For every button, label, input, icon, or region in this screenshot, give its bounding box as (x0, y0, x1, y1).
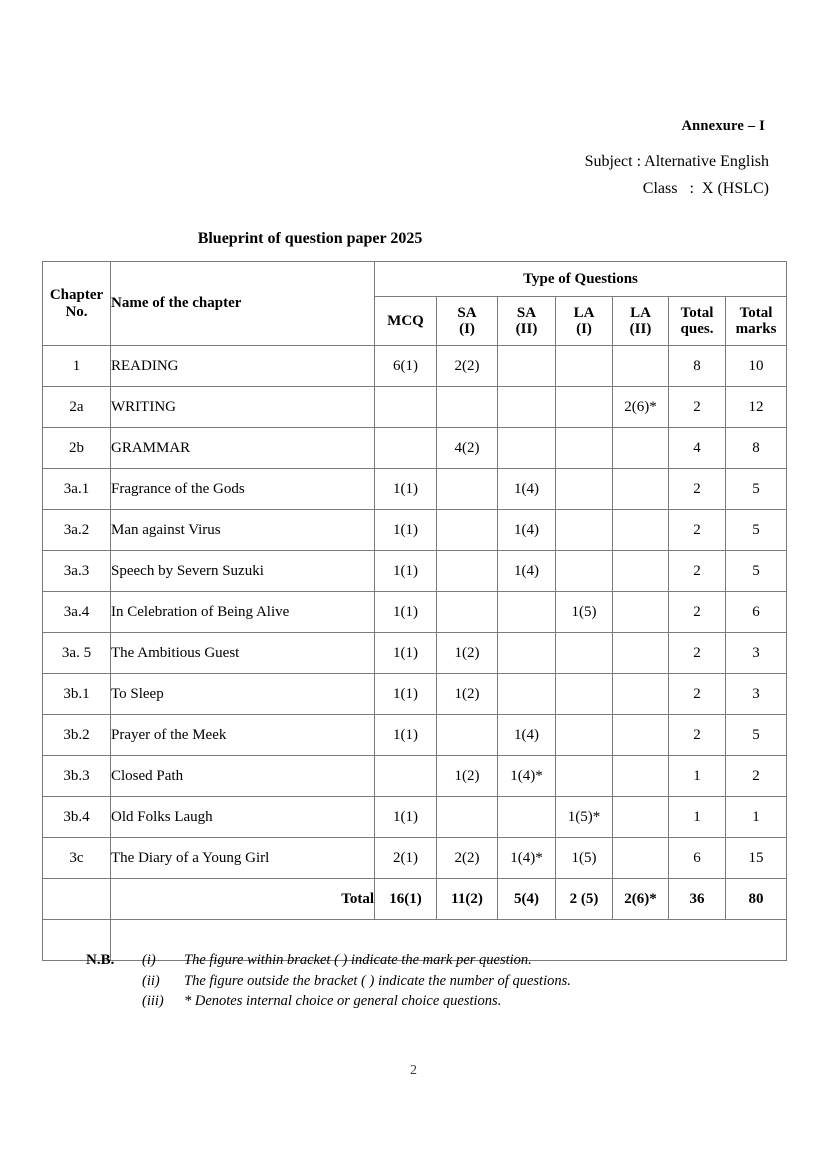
cell-chapter-no: 3b.3 (43, 756, 111, 797)
document-header (585, 118, 769, 207)
cell-chapter-no: 3b.1 (43, 674, 111, 715)
cell-chapter-no: 2a (43, 387, 111, 428)
cell-sa-1 (437, 387, 498, 428)
cell-total-ques: 1 (669, 797, 726, 838)
cell-total-marks: 3 (726, 633, 787, 674)
cell-sa-2 (498, 346, 556, 387)
cell-total-ques: 8 (669, 346, 726, 387)
table-row (43, 715, 787, 756)
cell-sa-2: 1(4) (498, 551, 556, 592)
page-number: 2 (410, 1063, 417, 1078)
note-number: (iii) (142, 992, 164, 1009)
sa2-line2: (II) (515, 321, 538, 337)
cell-mcq: 1(1) (375, 715, 437, 756)
cell-mcq: 1(1) (375, 551, 437, 592)
cell-la-1: 1(5) (556, 592, 613, 633)
cell-chapter-no: 1 (43, 346, 111, 387)
cell-chapter-name: To Sleep (111, 674, 375, 715)
note-number: (ii) (142, 972, 160, 989)
mcq-line1: MCQ (387, 312, 424, 329)
table-head (43, 262, 787, 346)
cell-total-ques: 2 (669, 674, 726, 715)
cell-sa-1: 2(2) (437, 346, 498, 387)
cell-la-2 (613, 715, 669, 756)
cell-la-2: 2(6)* (613, 387, 669, 428)
cell-sa-1 (437, 469, 498, 510)
sa1-line1: SA (457, 304, 477, 321)
cell-total-ques: 2 (669, 633, 726, 674)
cell-la-1 (556, 387, 613, 428)
cell-sa-2 (498, 387, 556, 428)
cell-chapter-no: 3c (43, 838, 111, 879)
cell-sa-1: 2(2) (437, 838, 498, 879)
cell-total-marks: 1 (726, 797, 787, 838)
table-row (43, 674, 787, 715)
cell-mcq (375, 756, 437, 797)
cell-mcq: 1(1) (375, 674, 437, 715)
cell-sa-1: 1(2) (437, 674, 498, 715)
class-line: Class : X (HSLC) (642, 180, 769, 197)
cell-mcq: 1(1) (375, 510, 437, 551)
chapter-no-line1: Chapter (49, 287, 104, 304)
table-row (43, 551, 787, 592)
subject-line: Subject : Alternative English (584, 153, 769, 170)
cell-total-marks: 5 (726, 715, 787, 756)
cell-la-1 (556, 428, 613, 469)
cell-sa-1 (437, 797, 498, 838)
page-title: Blueprint of question paper 2025 (197, 230, 423, 247)
sa2-line1: SA (516, 304, 537, 321)
note-item (86, 971, 746, 991)
cell-mcq: 1(1) (375, 797, 437, 838)
cell-la-1 (556, 674, 613, 715)
table-row (43, 469, 787, 510)
cell-sa-1 (437, 510, 498, 551)
cell-chapter-no: 3a.4 (43, 592, 111, 633)
table-row (43, 346, 787, 387)
cell-la-2 (613, 510, 669, 551)
cell-total-marks: 3 (726, 674, 787, 715)
cell-total-marks: 12 (726, 387, 787, 428)
table-row (43, 510, 787, 551)
col-header-chapter-no (43, 262, 111, 346)
la1-line1: LA (573, 304, 595, 321)
cell-la-2 (613, 346, 669, 387)
cell-la-1: 1(5) (556, 838, 613, 879)
cell-total-mcq: 16(1) (375, 879, 437, 920)
cell-total-ques: 2 (669, 551, 726, 592)
cell-total-marks: 5 (726, 510, 787, 551)
cell-sa-1: 1(2) (437, 633, 498, 674)
col-header-sa-1 (437, 297, 498, 346)
cell-total-ques: 2 (669, 387, 726, 428)
cell-sa-2 (498, 797, 556, 838)
cell-total-marks: 5 (726, 469, 787, 510)
cell-chapter-no: 2b (43, 428, 111, 469)
blueprint-table (42, 261, 787, 961)
total-ques-line1: Total (680, 304, 714, 321)
col-header-la-1 (556, 297, 613, 346)
note-item (86, 950, 746, 971)
header-row-top (43, 262, 787, 297)
col-header-mcq (375, 297, 437, 346)
cell-total-marks: 10 (726, 346, 787, 387)
cell-sa-2: 1(4) (498, 510, 556, 551)
notes-block (86, 950, 746, 1011)
cell-la-2 (613, 551, 669, 592)
chapter-no-line2: No. (65, 303, 88, 320)
cell-sa-2: 1(4)* (498, 838, 556, 879)
cell-total-ques: 4 (669, 428, 726, 469)
cell-chapter-name: In Celebration of Being Alive (111, 592, 375, 633)
col-header-total-ques (669, 297, 726, 346)
cell-la-1 (556, 715, 613, 756)
la1-line2: (I) (576, 321, 592, 337)
cell-sa-2 (498, 633, 556, 674)
cell-sa-2 (498, 592, 556, 633)
cell-chapter-name: Old Folks Laugh (111, 797, 375, 838)
cell-total-marks: 6 (726, 592, 787, 633)
cell-sa-1 (437, 715, 498, 756)
cell-sa-2: 1(4) (498, 469, 556, 510)
total-marks-line2: marks (735, 321, 777, 337)
cell-la-1: 1(5)* (556, 797, 613, 838)
cell-chapter-no: 3a.1 (43, 469, 111, 510)
cell-mcq (375, 387, 437, 428)
cell-total-sa-1: 11(2) (437, 879, 498, 920)
cell-chapter-name: Man against Virus (111, 510, 375, 551)
cell-la-1 (556, 510, 613, 551)
cell-chapter-name: The Ambitious Guest (111, 633, 375, 674)
cell-mcq: 2(1) (375, 838, 437, 879)
cell-la-2 (613, 592, 669, 633)
cell-la-1 (556, 633, 613, 674)
cell-la-2 (613, 428, 669, 469)
cell-chapter-no: 3b.2 (43, 715, 111, 756)
table-row (43, 756, 787, 797)
cell-total-sa-2: 5(4) (498, 879, 556, 920)
cell-sa-2 (498, 428, 556, 469)
sa1-line2: (I) (459, 321, 475, 337)
cell-sa-2: 1(4) (498, 715, 556, 756)
la2-line2: (II) (629, 321, 652, 337)
cell-total-marks: 8 (726, 428, 787, 469)
cell-chapter-no: 3b.4 (43, 797, 111, 838)
cell-chapter-no: 3a.3 (43, 551, 111, 592)
cell-la-2 (613, 674, 669, 715)
cell-mcq: 1(1) (375, 592, 437, 633)
cell-sa-1: 4(2) (437, 428, 498, 469)
blueprint-table-wrapper (42, 261, 786, 961)
total-marks-line1: Total (739, 304, 773, 321)
cell-la-2 (613, 756, 669, 797)
cell-la-2 (613, 797, 669, 838)
table-row (43, 387, 787, 428)
table-row (43, 838, 787, 879)
note-text: * Denotes internal choice or general choice questions. (184, 992, 502, 1009)
note-text: The figure within bracket ( ) indicate the mark per question. (184, 952, 532, 968)
cell-total-ques: 6 (669, 838, 726, 879)
col-header-type-of-questions: Type of Questions (375, 262, 787, 297)
nb-label: N.B. (86, 952, 115, 968)
cell-la-2 (613, 633, 669, 674)
cell-chapter-name: The Diary of a Young Girl (111, 838, 375, 879)
cell-la-1 (556, 756, 613, 797)
note-number: (i) (142, 952, 156, 968)
cell-mcq: 1(1) (375, 469, 437, 510)
cell-chapter-no: 3a. 5 (43, 633, 111, 674)
col-header-sa-2 (498, 297, 556, 346)
cell-total-ques: 2 (669, 469, 726, 510)
table-row (43, 428, 787, 469)
col-header-total-marks (726, 297, 787, 346)
cell-sa-1 (437, 551, 498, 592)
cell-mcq: 6(1) (375, 346, 437, 387)
cell-total-ques: 2 (669, 510, 726, 551)
cell-total-label: Total (111, 879, 375, 920)
cell-total-ques-sum: 36 (669, 879, 726, 920)
cell-chapter-name: Closed Path (111, 756, 375, 797)
cell-chapter-name: READING (111, 346, 375, 387)
annexure-label: Annexure – I (681, 118, 765, 134)
cell-la-2 (613, 469, 669, 510)
cell-total-ques: 2 (669, 592, 726, 633)
la2-line1: LA (630, 304, 651, 321)
table-total-row (43, 879, 787, 920)
col-header-la-2 (613, 297, 669, 346)
table-row (43, 797, 787, 838)
cell-sa-2: 1(4)* (498, 756, 556, 797)
cell-chapter-name: WRITING (111, 387, 375, 428)
table-row (43, 592, 787, 633)
cell-la-1 (556, 551, 613, 592)
cell-mcq (375, 428, 437, 469)
note-item (86, 991, 746, 1011)
cell-total-marks-sum: 80 (726, 879, 787, 920)
cell-total-ques: 1 (669, 756, 726, 797)
cell-chapter-name: Prayer of the Meek (111, 715, 375, 756)
cell-total-la-2: 2(6)* (613, 879, 669, 920)
cell-chapter-name: GRAMMAR (111, 428, 375, 469)
cell-total-la-1: 2 (5) (556, 879, 613, 920)
note-text: The figure outside the bracket ( ) indicate the number of questions. (184, 972, 571, 989)
table-row (43, 633, 787, 674)
cell-la-1 (556, 346, 613, 387)
cell-la-2 (613, 838, 669, 879)
cell-total-marks: 5 (726, 551, 787, 592)
cell-total-marks: 15 (726, 838, 787, 879)
cell-la-1 (556, 469, 613, 510)
cell-total-chapter-no (43, 879, 111, 920)
table-body (43, 346, 787, 961)
cell-chapter-no: 3a.2 (43, 510, 111, 551)
cell-mcq: 1(1) (375, 633, 437, 674)
cell-sa-1 (437, 592, 498, 633)
cell-chapter-name: Speech by Severn Suzuki (111, 551, 375, 592)
col-header-chapter-name: Name of the chapter (111, 262, 375, 346)
cell-sa-1: 1(2) (437, 756, 498, 797)
cell-sa-2 (498, 674, 556, 715)
cell-total-ques: 2 (669, 715, 726, 756)
cell-total-marks: 2 (726, 756, 787, 797)
total-ques-line2: ques. (680, 321, 714, 337)
cell-chapter-name: Fragrance of the Gods (111, 469, 375, 510)
